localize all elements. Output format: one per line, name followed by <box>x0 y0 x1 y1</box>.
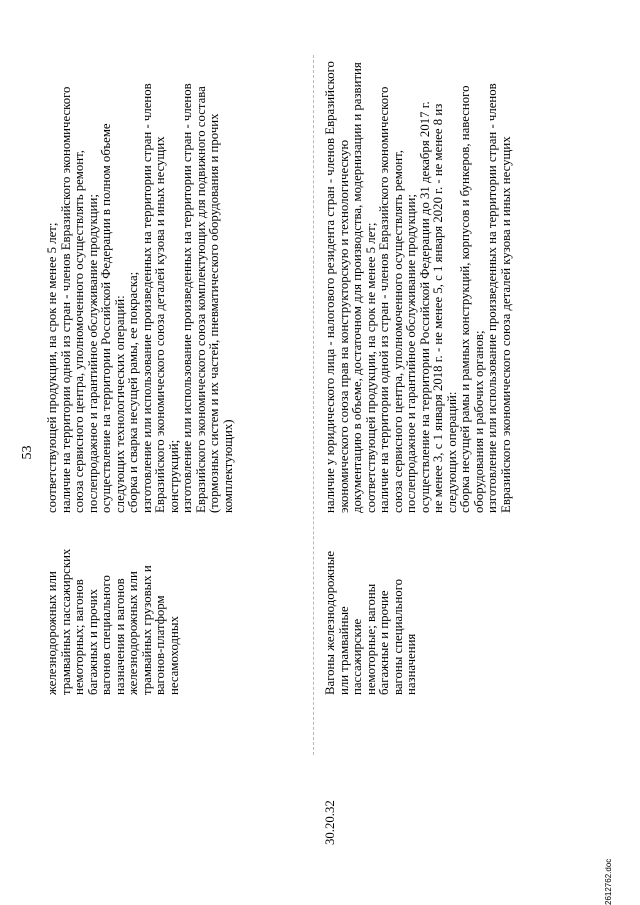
row-separator <box>313 55 314 755</box>
row-2-req-line: соответствующей продукции, на срок не менее 5 лет; <box>363 222 378 513</box>
row-1-name-line: несамоходных <box>166 616 181 695</box>
row-2-req-line: осуществление на территории Российской Федерации до 31 декабря 2017 г. <box>417 101 432 513</box>
row-1-req-line: союза сервисного центра, уполномоченного осуществлять ремонт, <box>72 150 86 513</box>
row-1-name-line: железнодорожных или <box>126 571 140 695</box>
row-2-code: 30.20.32 <box>323 800 337 845</box>
row-1-req-line: конструкций; <box>166 439 181 513</box>
row-1-req-line: изготовление или использование произведенных на территории стран - членов <box>180 83 194 513</box>
row-2-name-line: немоторные; вагоны <box>363 583 378 695</box>
document-reference: 2612762.doc <box>604 858 613 905</box>
row-1-name-line: трамвайных пассажирских <box>58 548 73 695</box>
row-1-name-line: вагонов специального <box>99 575 113 695</box>
row-1-req-line: Евразийского экономического союза деталей кузова и иных несущих <box>153 136 167 513</box>
row-2-name-line: Вагоны железнодорожные <box>323 550 337 695</box>
row-2-req-line: наличие у юридического лица - налогового резидента стран - членов Евразийского <box>323 61 337 513</box>
row-2-req-line: следующих операций: <box>444 391 459 513</box>
row-2-name-line: пассажирские <box>350 618 364 695</box>
row-1-req-line: (тормозных систем и их частей, пневматического оборудования и прочих <box>207 113 221 513</box>
row-1-name-line: багажных и прочих <box>85 588 100 695</box>
row-1-name-line: назначения и вагонов <box>112 578 127 695</box>
row-1-req-line: комплектующих) <box>220 419 235 513</box>
row-1-req-line: Евразийского экономического союза комплектующих для подвижного состава <box>193 86 208 513</box>
row-1-name <box>46 513 181 695</box>
row-2-req-line: наличие на территории одной из стран - членов Евразийского экономического <box>377 86 391 513</box>
row-2-req-line: изготовление или использование произведенных на территории стран - членов <box>485 83 499 513</box>
row-1-name-line: трамвайных грузовых и <box>139 565 154 695</box>
row-1-name-line: железнодорожных или <box>45 571 59 695</box>
row-1-name-line: немоторных; вагонов <box>72 579 86 695</box>
row-2-req-line: послепродажное и гарантийное обслуживание продукции; <box>404 194 418 513</box>
row-2-req-line: сборка несущей рамы и рамных конструкций, корпусов и бункеров, навесного <box>458 85 472 513</box>
row-2-name-line: или трамвайные <box>336 606 351 695</box>
row-1-requirements <box>46 26 235 513</box>
row-1-req-line: наличие на территории одной из стран - членов Евразийского экономического <box>58 86 73 513</box>
row-1-req-line: сборка и сварка несущей рамы, ее покраска; <box>126 271 140 513</box>
page-number: 53 <box>20 445 35 460</box>
row-1-name-line: вагонов-платформ <box>153 595 167 695</box>
row-2-name-line: багажные и прочие <box>377 590 391 695</box>
row-2-name-line: назначения <box>404 633 418 695</box>
row-1-req-line: осуществление на территории Российской Федерации в полном объеме <box>99 123 113 513</box>
row-1-req-line: соответствующей продукции, на срок не менее 5 лет; <box>45 222 59 513</box>
row-1-req-line: следующих технологических операций: <box>112 295 127 513</box>
row-2-req-line: оборудования и рабочих органов; <box>471 330 486 513</box>
row-2-req-line: Евразийского экономического союза деталей кузова и иных несущих <box>498 136 513 513</box>
row-2-name <box>324 513 419 695</box>
row-1-req-line: изготовление или использование произведенных на территории стран - членов <box>139 83 154 513</box>
row-2-req-line: не менее 3, с 1 января 2018 г. - не менее 5, с 1 января 2020 г. - не менее 8 из <box>431 103 445 513</box>
row-2-req-line: союза сервисного центра, уполномоченного осуществлять ремонт, <box>390 150 405 513</box>
row-2-name-line: вагоны специального <box>390 578 405 695</box>
row-2-requirements <box>324 26 513 513</box>
row-2-req-line: документацию в объеме, достаточном для производства, модернизации и развития <box>350 62 364 513</box>
row-1-req-line: послепродажное и гарантийное обслуживание продукции; <box>85 194 100 513</box>
row-2-req-line: экономического союза прав на конструкторскую и технологическую <box>336 139 351 513</box>
